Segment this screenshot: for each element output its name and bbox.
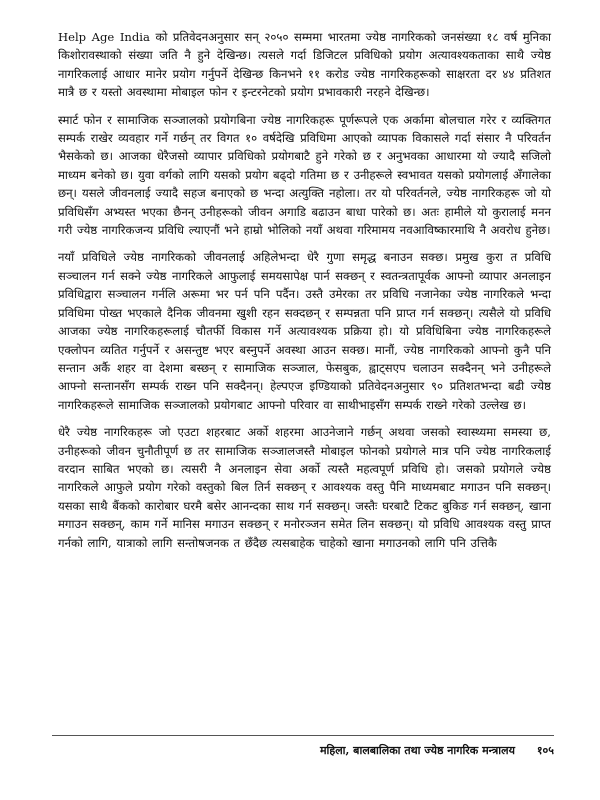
footer-divider bbox=[52, 735, 554, 736]
paragraph-4: धेरै ज्येष्ठ नागरिकहरू जो एउटा शहरबाट अर्को शहरमा आउनेजाने गर्छन् अथवा जसको स्वास्थ्यमा समस्या छ, उनीहरूको जीवन चुनौतीपूर्ण छ तर सामाजिक सञ्जालजस्तै मोबाइल फोनको प्रयोगले मात्र पनि ज्येष्ठ नागरिकलाई वरदान साबित भएको छ। त्यसरी नै अनलाइन सेवा अर्को त्यस्तै महत्वपूर्ण प्रविधि हो। जसको प्रयोगले ज्येष्ठ नागरिकले आफुले प्रयोग गरेको वस्तुको बिल तिर्न सक्छन् र आवश्यक वस्तु पैनि माध्यमबाट मगाउन पनि सक्छन्। यसका साथै बैंकको कारोबार घरमै बसेर आनन्दका साथ गर्न सक्छन्। जस्तैः घरबाटै टिकट बुकिङ गर्न सक्छन्, खाना मगाउन सक्छन्, काम गर्ने मानिस मगाउन सक्छन् र मनोरञ्जन समेत लिन सक्छन्। यो प्रविधि आवश्यक वस्तु प्राप्त गर्नको लागि, यात्राको लागि सन्तोषजनक त छँदैछ त्यसबाहेक चाहेको खाना मगाउनको लागि पनि उत्तिकै bbox=[58, 425, 551, 550]
document-body bbox=[58, 28, 551, 561]
page-number: १०५ bbox=[536, 744, 554, 757]
paragraph-2: स्मार्ट फोन र सामाजिक सञ्जालको प्रयोगबिना ज्येष्ठ नागरिकहरू पूर्णरूपले एक अर्कामा बोलचाल गरेर र व्यक्तिगत सम्पर्क राखेर व्यवहार गर्ने गर्छन् तर विगत १० वर्षदेखि प्रविधिमा आएको व्यापक विकासले गर्दा संसार नै परिवर्तन भैसकेको छ। आजका धेरैजसो व्यापार प्रविधिको प्रयोगबाटै हुने गरेको छ र अनुभवका आधारमा यो ज्यादै सजिलो माध्यम बनेको छ। युवा वर्गको लागि यसको प्रयोग बढ्दो गतिमा छ र उनीहरूले स्वभावत यसको प्रयोगलाई अँगालेका छन्। यसले जीवनलाई ज्यादै सहज बनाएको छ भन्दा अत्युक्ति नहोला। तर यो परिवर्तनले, ज्येष्ठ नागरिकहरू जो यो प्रविधिसँग अभ्यस्त भएका छैनन् उनीहरूको जीवन अगाडि बढाउन बाधा पारेको छ। अतः हामीले यो कुरालाई मनन गरी ज्येष्ठ नागरिकजन्य प्रविधि ल्याएनौं भने हाम्रो भोलिको नयाँ अथवा गरिमामय नवआविष्कारमाथि नै अवरोध हुनेछ। bbox=[58, 112, 551, 238]
footer-ministry-name: महिला, बालबालिका तथा ज्येष्ठ नागरिक मन्त्रालय bbox=[319, 744, 515, 757]
paragraph-1: Help Age India को प्रतिवेदनअनुसार सन् २०५० सम्ममा भारतमा ज्येष्ठ नागरिकको जनसंख्या १८ वर्ष मुनिका किशोरावस्थाको संख्या जति नै हुने देखिन्छ। त्यसले गर्दा डिजिटल प्रविधिको प्रयोग अत्यावश्यकताका साथै ज्येष्ठ नागरिकलाई आधार मानेर प्रयोग गर्नुपर्ने देखिन्छ किनभने ११ करोड ज्येष्ठ नागरिकहरूको साक्षरता दर ४४ प्रतिशत मात्रै छ र यस्तो अवस्थामा मोबाइल फोन र इन्टरनेटको प्रयोग प्रभावकारी नरहने देखिन्छ। bbox=[58, 30, 551, 100]
page-footer bbox=[320, 743, 554, 758]
paragraph-3: नयाँ प्रविधिले ज्येष्ठ नागरिकको जीवनलाई अहिलेभन्दा धेरै गुणा समृद्ध बनाउन सक्छ। प्रमुख कुरा त प्रविधि सञ्चालन गर्न सक्ने ज्येष्ठ नागरिकले आफुलाई समयसापेक्ष पार्न सक्छन् र स्वतन्त्रतापूर्वक आफ्नो व्यापार अनलाइन प्रविधिद्वारा सञ्चालन गर्नलि अरूमा भर पर्न पनि पर्दैन। उस्तै उमेरका तर प्रविधि नजानेका ज्येष्ठ नागरिकले भन्दा प्रविधिमा पोख्त भएकाले दैनिक जीवनमा खुशी रहन सक्दछन् र सम्पन्नता पनि प्राप्त गर्न सक्छन्। त्यसैले यो प्रविधि आजका ज्येष्ठ नागरिकहरूलाई चौतर्फी विकास गर्ने अत्यावश्यक प्रक्रिया हो। यो प्रविधिबिना ज्येष्ठ नागरिकहरूले एक्लोपन व्यतित गर्नुपर्ने र असन्तुष्ट भएर बस्नुपर्ने अवस्था आउन सक्छ। मानौं, ज्येष्ठ नागरिकको आफ्नो कुनै पनि सन्तान अर्कै शहर वा देशमा बस्छन् र सामाजिक सञ्जाल, फेसबुक, ह्वाट्सएप चलाउन सक्दैनन् भने उनीहरूले आफ्नो सन्तानसँग सम्पर्क राख्न पनि सक्दैनन्। हेल्पएज इण्डियाको प्रतिवेदनअनुसार ९० प्रतिशतभन्दा बढी ज्येष्ठ नागरिकहरूले सामाजिक सञ्जालको प्रयोगबाट आफ्नो परिवार वा साथीभाइसँग सम्पर्क राख्ने गरेको उल्लेख छ। bbox=[58, 250, 551, 412]
